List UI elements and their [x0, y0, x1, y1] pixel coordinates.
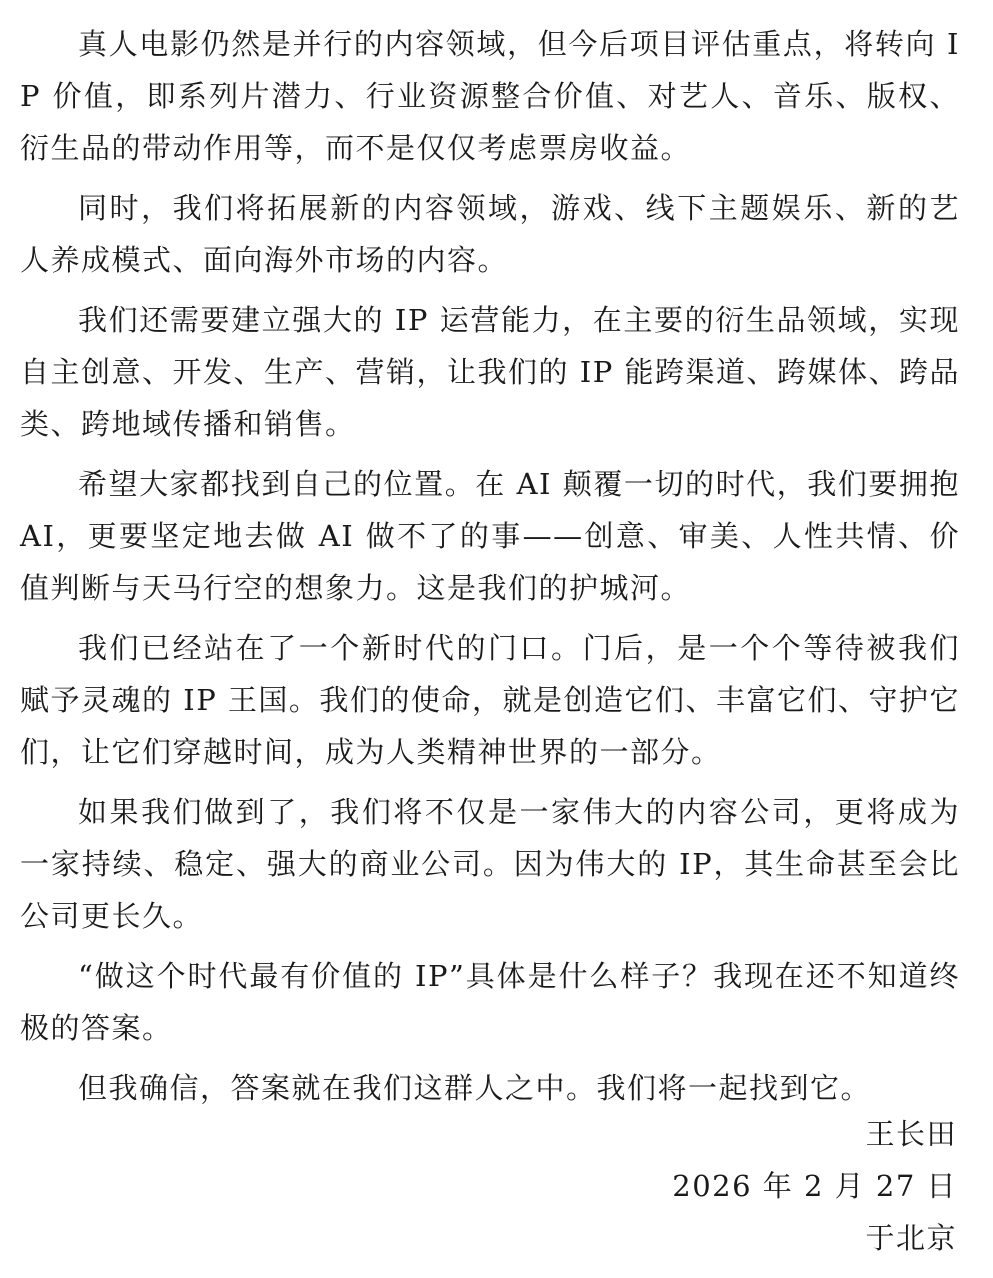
paragraph: 我们还需要建立强大的 IP 运营能力，在主要的衍生品领域，实现自主创意、开发、生产、营销，让我们的 IP 能跨渠道、跨媒体、跨品类、跨地域传播和销售。 [20, 303, 960, 441]
paragraph: 真人电影仍然是并行的内容领域，但今后项目评估重点，将转向 IP 价值，即系列片潜力、行业资源整合价值、对艺人、音乐、版权、衍生品的带动作用等，而不是仅仅考虑票房收益。 [20, 27, 960, 165]
paragraph: 如果我们做到了，我们将不仅是一家伟大的内容公司，更将成为一家持续、稳定、强大的商业公司。因为伟大的 IP，其生命甚至会比公司更长久。 [20, 795, 960, 933]
paragraph: 但我确信，答案就在我们这群人之中。我们将一起找到它。 [78, 1071, 872, 1105]
signature-block [672, 1108, 957, 1264]
paragraph: 希望大家都找到自己的位置。在 AI 颠覆一切的时代，我们要拥抱 AI，更要坚定地去做 AI 做不了的事——创意、审美、人性共情、价值判断与天马行空的想象力。这是我们的护城河。 [20, 467, 960, 605]
letter-body [20, 18, 960, 1122]
paragraph: 我们已经站在了一个新时代的门口。门后，是一个个等待被我们赋予灵魂的 IP 王国。我们的使命，就是创造它们、丰富它们、守护它们，让它们穿越时间，成为人类精神世界的一部分。 [20, 631, 960, 769]
signature-name: 王长田 [865, 1117, 957, 1151]
signature-date: 2026 年 2 月 27 日 [672, 1169, 957, 1203]
paragraph: 同时，我们将拓展新的内容领域，游戏、线下主题娱乐、新的艺人养成模式、面向海外市场的内容。 [20, 191, 960, 277]
paragraph: “做这个时代最有价值的 IP”具体是什么样子？我现在还不知道终极的答案。 [20, 959, 960, 1045]
signature-place: 于北京 [865, 1221, 957, 1255]
